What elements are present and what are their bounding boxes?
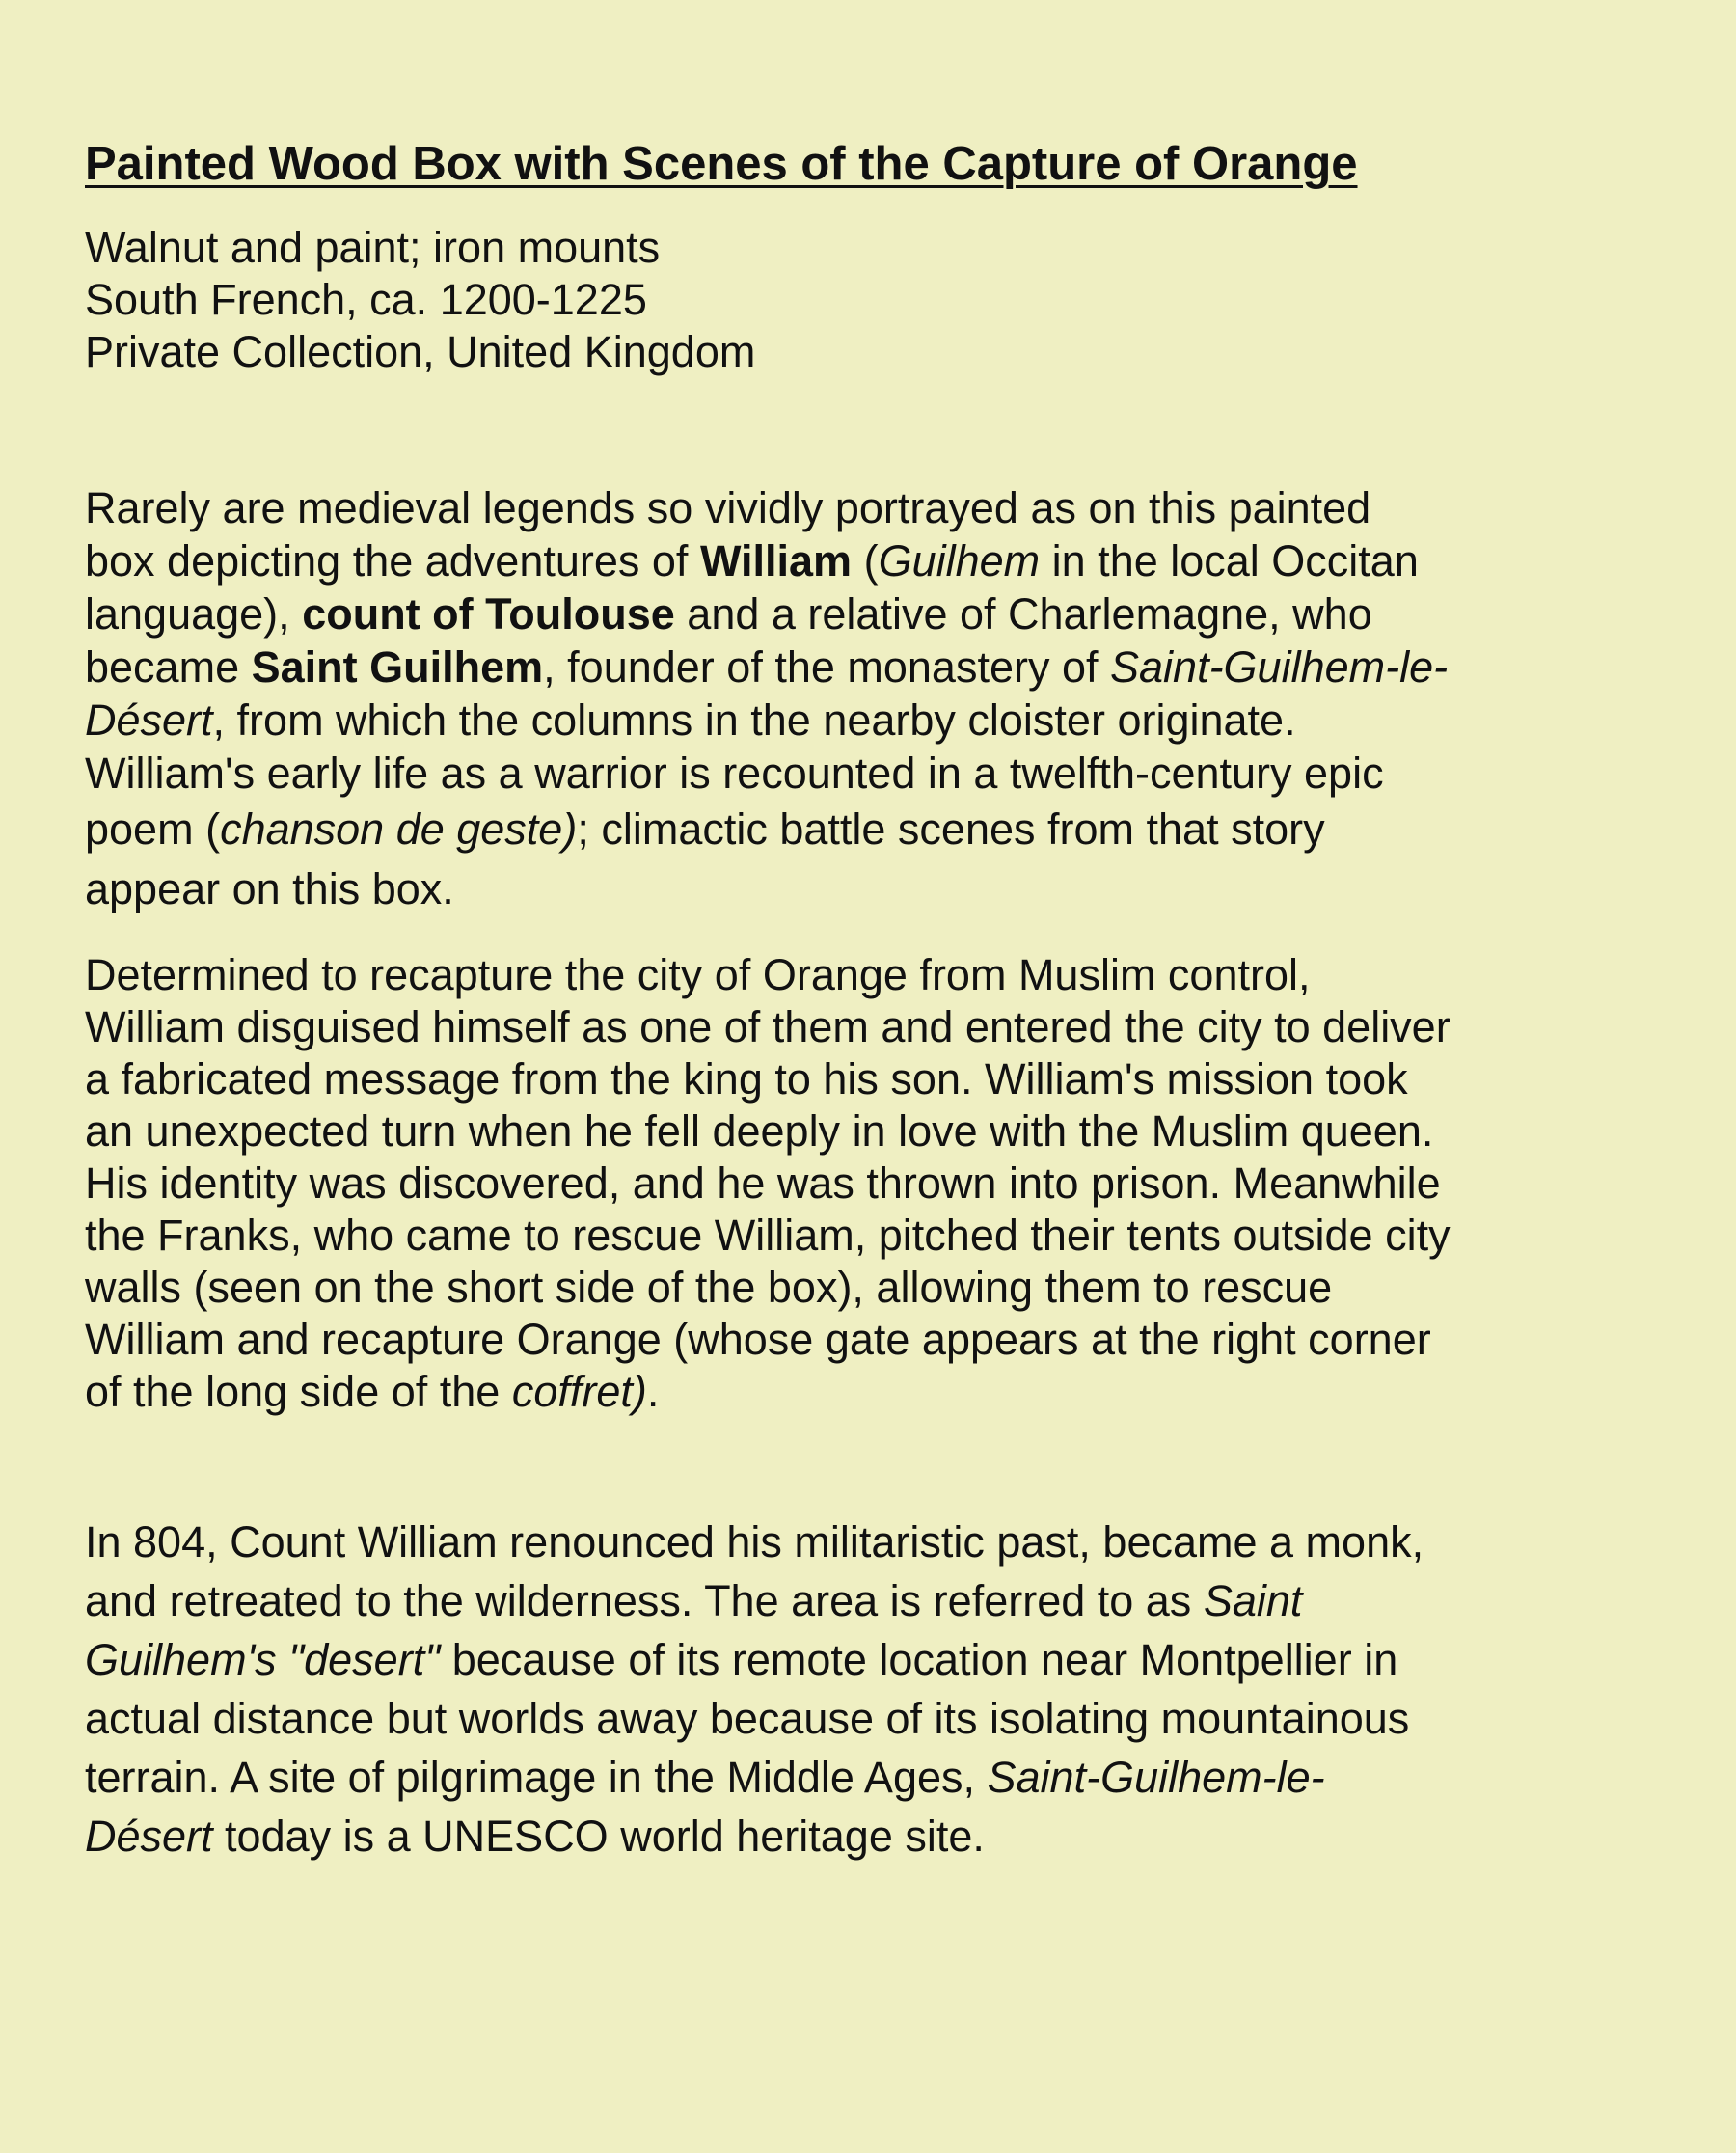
- italic-text: chanson de geste): [220, 804, 578, 854]
- text-line: [85, 949, 1667, 1001]
- text-line: [85, 1630, 1667, 1689]
- paragraph-legend: [85, 481, 1667, 919]
- text-line: [85, 1158, 1667, 1210]
- italic-text: coffret): [511, 1367, 647, 1416]
- text-run: .: [646, 1367, 660, 1416]
- object-details: [85, 222, 1667, 378]
- text-run: box depicting the adventures of: [85, 536, 700, 586]
- text-line: [85, 800, 1667, 859]
- text-run: language),: [85, 589, 303, 639]
- text-run: and retreated to the wilderness. The area is referred to as: [85, 1576, 1204, 1625]
- text-run: actual distance but worlds away because of its isolating mountainous: [85, 1694, 1410, 1743]
- text-run: poem (: [85, 804, 221, 854]
- text-run: William disguised himself as one of them and entered the city to deliver: [85, 1002, 1451, 1051]
- text-run: (: [852, 536, 879, 586]
- text-line: [85, 747, 1667, 800]
- italic-text: Saint-Guilhem-le-: [987, 1753, 1325, 1802]
- text-line: [85, 1366, 1667, 1418]
- text-run: today is a UNESCO world heritage site.: [212, 1812, 985, 1861]
- italic-text: Guilhem's "desert": [85, 1635, 441, 1684]
- text-line: [85, 1807, 1667, 1866]
- text-run: and a relative of Charlemagne, who: [674, 589, 1372, 639]
- text-run: , from which the columns in the nearby cloister originate.: [212, 695, 1296, 745]
- text-line: [85, 1314, 1667, 1366]
- page-title: Painted Wood Box with Scenes of the Capture of Orange: [85, 138, 1358, 190]
- italic-text: Saint: [1203, 1576, 1303, 1625]
- text-line: [85, 534, 1667, 587]
- text-run: terrain. A site of pilgrimage in the Middle Ages,: [85, 1753, 988, 1802]
- object-origin-date: South French, ca. 1200-1225: [85, 275, 647, 324]
- text-line: [85, 1748, 1667, 1807]
- object-collection: Private Collection, United Kingdom: [85, 327, 756, 376]
- text-line: [85, 1262, 1667, 1314]
- text-run: William and recapture Orange (whose gate appears at the right corner: [85, 1315, 1431, 1364]
- text-run: in the local Occitan: [1040, 536, 1419, 586]
- text-line: [85, 587, 1667, 640]
- text-run: In 804, Count William renounced his militaristic past, became a monk,: [85, 1517, 1424, 1567]
- italic-text: Saint-Guilhem-le-: [1110, 642, 1449, 692]
- text-line: [85, 1105, 1667, 1158]
- text-run: Determined to recapture the city of Orange from Muslim control,: [85, 950, 1311, 999]
- italic-text: Désert: [85, 1812, 213, 1861]
- text-line: [85, 1053, 1667, 1105]
- bold-text: count of Toulouse: [302, 589, 675, 639]
- italic-text: Guilhem: [878, 536, 1041, 586]
- object-medium: Walnut and paint; iron mounts: [85, 223, 661, 272]
- text-run: because of its remote location near Montpellier in: [440, 1635, 1398, 1684]
- text-run: William's early life as a warrior is recounted in a twelfth-century epic: [85, 749, 1384, 798]
- text-line: [85, 1689, 1667, 1748]
- text-line: [85, 1210, 1667, 1262]
- text-run: an unexpected turn when he fell deeply in love with the Muslim queen.: [85, 1106, 1434, 1156]
- text-line: [85, 859, 1667, 919]
- paragraph-story: [85, 949, 1667, 1418]
- italic-text: Désert: [85, 695, 213, 745]
- text-line: [85, 1513, 1667, 1571]
- text-run: walls (seen on the short side of the box), allowing them to rescue: [85, 1263, 1333, 1312]
- text-line: [85, 1001, 1667, 1053]
- text-run: of the long side of the: [85, 1367, 512, 1416]
- paragraph-later-life: [85, 1513, 1667, 1866]
- text-run: Rarely are medieval legends so vividly portrayed as on this painted: [85, 483, 1371, 532]
- museum-label: [85, 125, 1667, 1866]
- text-run: ; climactic battle scenes from that story: [577, 804, 1325, 854]
- text-run: appear on this box.: [85, 864, 454, 913]
- text-line: [85, 694, 1667, 747]
- text-run: the Franks, who came to rescue William, pitched their tents outside city: [85, 1211, 1451, 1260]
- text-run: , founder of the monastery of: [543, 642, 1110, 692]
- bold-text: Saint Guilhem: [251, 642, 544, 692]
- text-run: became: [85, 642, 252, 692]
- bold-text: William: [699, 536, 853, 586]
- text-line: [85, 1571, 1667, 1630]
- text-line: [85, 481, 1667, 534]
- text-run: His identity was discovered, and he was thrown into prison. Meanwhile: [85, 1158, 1441, 1208]
- text-line: [85, 640, 1667, 694]
- text-run: a fabricated message from the king to his son. William's mission took: [85, 1054, 1408, 1104]
